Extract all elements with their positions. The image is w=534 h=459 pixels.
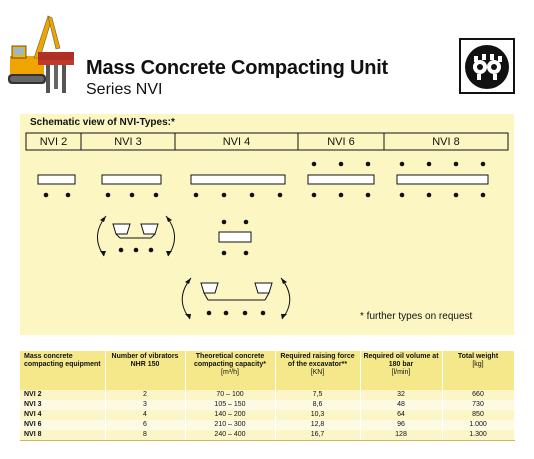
column-header-unit: [KN] xyxy=(310,369,325,377)
table-cell: 730 xyxy=(442,400,514,410)
table-header-row xyxy=(20,351,514,390)
schematic-heading: Schematic view of NVI-Types:* xyxy=(30,117,175,128)
column-header xyxy=(275,351,360,390)
table-cell: 64 xyxy=(360,410,442,420)
table-cell: 7,5 xyxy=(275,390,360,400)
column-header xyxy=(185,351,275,390)
table-row xyxy=(20,400,514,410)
spec-table xyxy=(20,351,515,441)
table-cell: NVI 6 xyxy=(20,420,105,430)
table-row xyxy=(20,420,514,430)
table-cell: 3 xyxy=(105,400,185,410)
table-cell: 96 xyxy=(360,420,442,430)
column-header-unit: [m³/h] xyxy=(221,369,239,377)
type-header-nvi8: NVI 8 xyxy=(432,136,460,148)
table-cell: 4 xyxy=(105,410,185,420)
column-header xyxy=(442,351,514,390)
table-cell: 10,3 xyxy=(275,410,360,420)
table-row xyxy=(20,390,514,400)
column-header xyxy=(20,351,105,390)
type-header-nvi2: NVI 2 xyxy=(39,136,68,148)
table-cell: 660 xyxy=(442,390,514,400)
column-header-label: Required oil volume at 180 bar xyxy=(363,353,439,369)
table-cell: 6 xyxy=(105,420,185,430)
column-header-unit: [kg] xyxy=(472,361,484,369)
table-row xyxy=(20,410,514,420)
column-header-label: Number of vibrators NHR 150 xyxy=(111,353,179,369)
company-logo xyxy=(459,38,515,99)
table-cell: 12,8 xyxy=(275,420,360,430)
column-header-label: Total weight xyxy=(457,353,499,360)
table-row xyxy=(20,430,514,441)
table-cell: 32 xyxy=(360,390,442,400)
column-header-label: Theoretical concrete compacting capacity* xyxy=(194,353,266,369)
table-cell: 48 xyxy=(360,400,442,410)
table-cell: NVI 3 xyxy=(20,400,105,410)
table-cell: 8 xyxy=(105,430,185,441)
table-cell: 1.300 xyxy=(442,430,514,441)
table-cell: NVI 2 xyxy=(20,390,105,400)
table-cell: 16,7 xyxy=(275,430,360,441)
table-cell: NVI 4 xyxy=(20,410,105,420)
page-title: Mass Concrete Compacting Unit xyxy=(86,57,389,79)
table-cell: 240 – 400 xyxy=(185,430,275,441)
table-cell: 128 xyxy=(360,430,442,441)
column-header xyxy=(105,351,185,390)
column-header-unit: [l/min] xyxy=(391,369,411,377)
type-header-nvi3: NVI 3 xyxy=(114,136,142,148)
type-header-nvi6: NVI 6 xyxy=(327,136,355,148)
table-cell: 140 – 200 xyxy=(185,410,275,420)
further-types-note: * further types on request xyxy=(360,311,473,322)
table-cell: 850 xyxy=(442,410,514,420)
page-subtitle: Series NVI xyxy=(86,81,163,98)
type-header-nvi4: NVI 4 xyxy=(222,136,251,148)
table-cell: 1.000 xyxy=(442,420,514,430)
table-cell: 70 – 100 xyxy=(185,390,275,400)
column-header xyxy=(360,351,442,390)
table-cell: 210 – 300 xyxy=(185,420,275,430)
column-header-label: Mass concrete compacting equipment xyxy=(24,353,101,369)
excavator-image xyxy=(4,12,76,107)
table-cell: 8,6 xyxy=(275,400,360,410)
table-cell: 105 – 150 xyxy=(185,400,275,410)
column-header-label: Required raising force of the excavator** xyxy=(280,353,355,369)
table-cell: 2 xyxy=(105,390,185,400)
table-cell: NVI 8 xyxy=(20,430,105,441)
